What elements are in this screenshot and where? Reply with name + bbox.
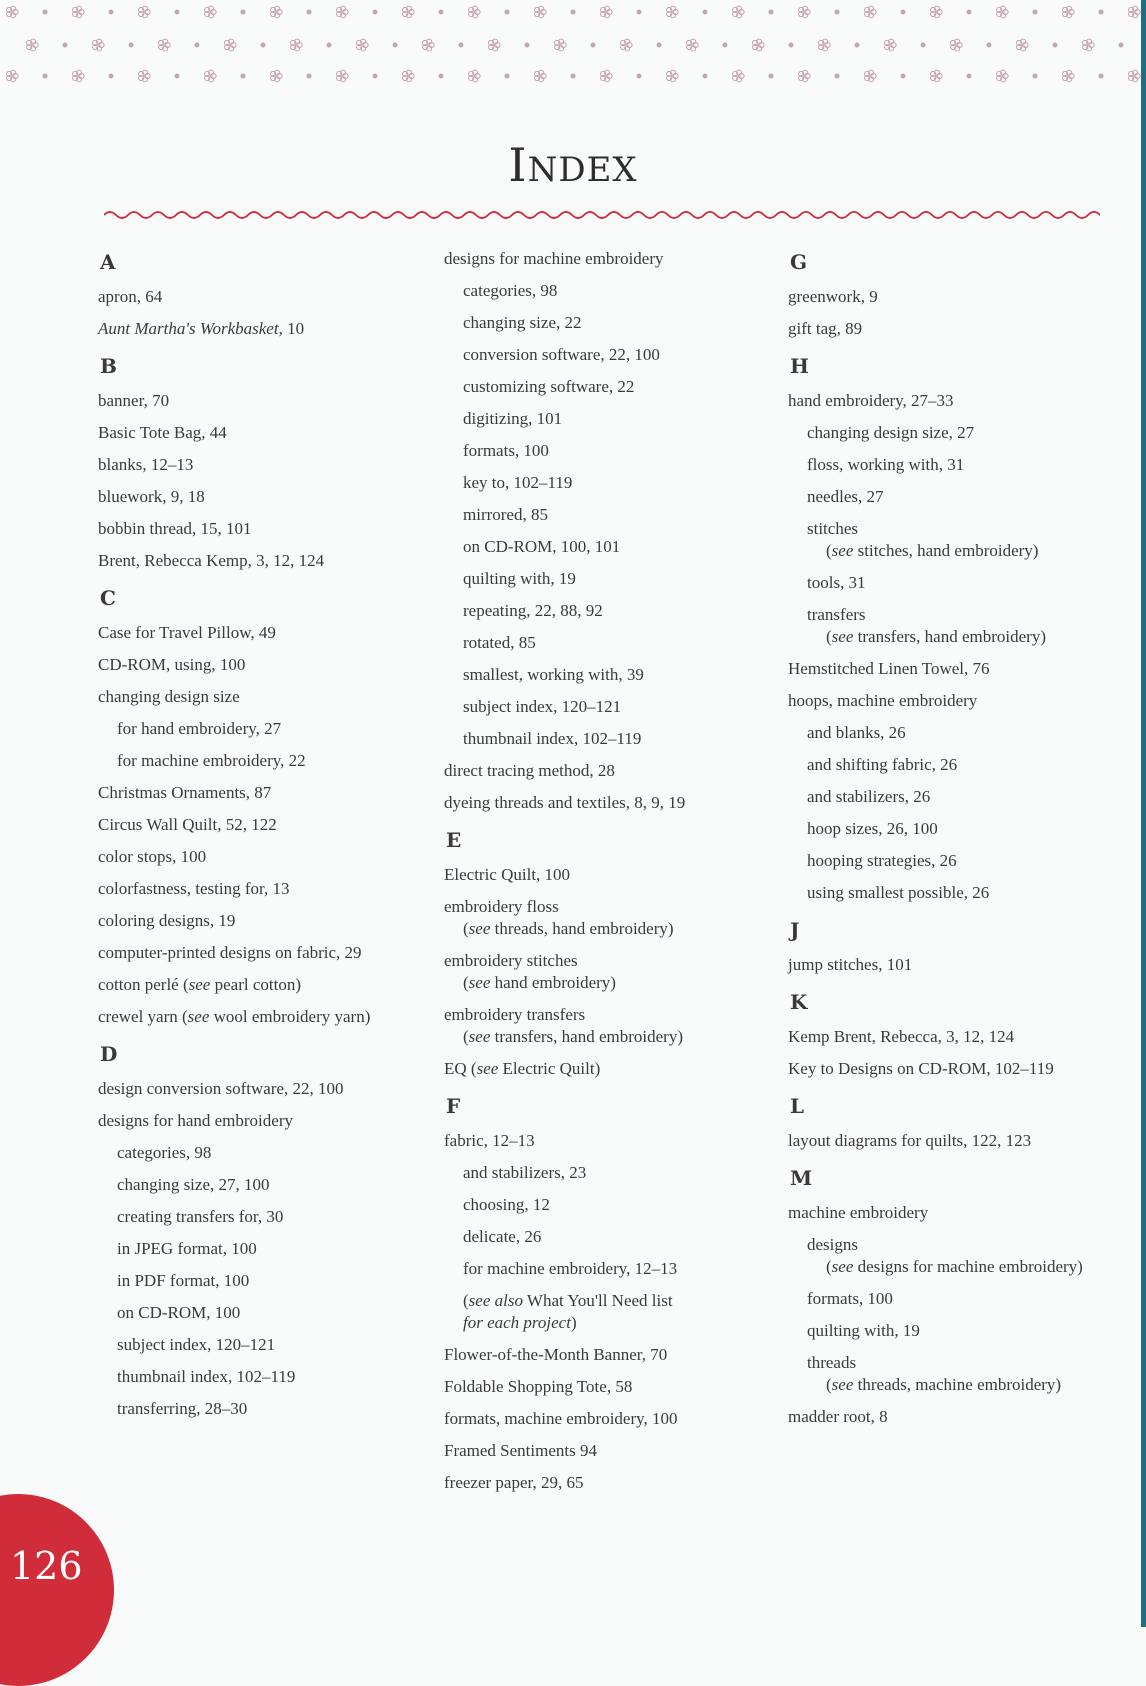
index-entry: embroidery transfers (see transfers, hand embroidery) (444, 1005, 683, 1046)
flower-icon (931, 70, 943, 82)
index-column-3 (788, 248, 1118, 1438)
flower-icon (865, 6, 877, 18)
index-subentry: delicate, 26 (463, 1227, 542, 1246)
flower-icon (73, 70, 85, 82)
index-entry: Kemp Brent, Rebecca, 3, 12, 124 (788, 1027, 1015, 1046)
index-entry: apron, 64 (98, 287, 163, 306)
flower-icon (1017, 39, 1029, 51)
index-subentry: needles, 27 (807, 487, 884, 506)
index-entry: dyeing threads and textiles, 8, 9, 19 (444, 793, 686, 812)
dot-icon (393, 43, 398, 48)
dot-icon (261, 43, 266, 48)
flower-icon (621, 39, 633, 51)
index-entry: Case for Travel Pillow, 49 (98, 623, 276, 642)
dot-icon (723, 43, 728, 48)
flower-icon (555, 39, 567, 51)
index-letter-heading: F (446, 1094, 461, 1118)
dot-icon (835, 10, 840, 15)
index-entry: crewel yarn (see wool embroidery yarn) (98, 1007, 371, 1026)
index-entry: Brent, Rebecca Kemp, 3, 12, 124 (98, 551, 325, 570)
flower-icon (1083, 39, 1095, 51)
index-subentry: (see also What You'll Need list for each project) (463, 1291, 673, 1332)
index-subentry: subject index, 120–121 (463, 697, 622, 716)
index-subentry: and blanks, 26 (807, 723, 906, 742)
flower-icon (225, 39, 237, 51)
index-entry: colorfastness, testing for, 13 (98, 879, 290, 898)
index-subentry: hoop sizes, 26, 100 (807, 819, 938, 838)
index-subentry: thumbnail index, 102–119 (463, 729, 642, 748)
index-entry: embroidery stitches (see hand embroidery) (444, 951, 616, 992)
index-entry: fabric, 12–13 (444, 1131, 535, 1150)
dot-icon (1033, 10, 1038, 15)
flower-icon (1129, 70, 1141, 82)
index-entry: design conversion software, 22, 100 (98, 1079, 344, 1098)
index-letter-heading: H (790, 354, 809, 378)
index-entry: Framed Sentiments 94 (444, 1441, 597, 1460)
index-letter-heading: E (446, 828, 462, 852)
dot-icon (901, 10, 906, 15)
index-entry: Christmas Ornaments, 87 (98, 783, 272, 802)
index-letter-heading: M (790, 1166, 813, 1190)
dot-icon (373, 74, 378, 79)
dot-icon (241, 10, 246, 15)
flower-icon (733, 6, 745, 18)
page-number: 126 (10, 1544, 83, 1588)
flower-icon (271, 6, 283, 18)
index-subentry: for machine embroidery, 22 (117, 751, 306, 770)
index-entry: bobbin thread, 15, 101 (98, 519, 252, 538)
index-subentry: customizing software, 22 (463, 377, 635, 396)
flower-icon (535, 6, 547, 18)
index-subentry: changing size, 22 (463, 313, 582, 332)
index-entry: cotton perlé (see pearl cotton) (98, 975, 301, 994)
index-subentry: smallest, working with, 39 (463, 665, 644, 684)
index-entry: machine embroidery (788, 1203, 929, 1222)
index-letter-heading: L (790, 1094, 805, 1118)
dot-icon (63, 43, 68, 48)
dot-icon (835, 74, 840, 79)
flower-icon (139, 70, 151, 82)
index-letter-heading: B (100, 354, 117, 378)
index-entry: Flower-of-the-Month Banner, 70 (444, 1345, 668, 1364)
index-entry: EQ (see Electric Quilt) (444, 1059, 601, 1078)
index-entry: hoops, machine embroidery (788, 691, 978, 710)
index-entry: madder root, 8 (788, 1407, 888, 1426)
dot-icon (703, 74, 708, 79)
flower-icon (885, 39, 897, 51)
index-subentry: and stabilizers, 23 (463, 1163, 587, 1182)
dot-icon (1099, 74, 1104, 79)
dot-icon (505, 74, 510, 79)
flower-icon (357, 39, 369, 51)
index-subentry: rotated, 85 (463, 633, 536, 652)
index-entry: designs for machine embroidery (444, 249, 664, 268)
dot-icon (307, 10, 312, 15)
index-subentry: creating transfers for, 30 (117, 1207, 284, 1226)
index-subentry: quilting with, 19 (463, 569, 576, 588)
index-subentry: mirrored, 85 (463, 505, 548, 524)
dot-icon (129, 43, 134, 48)
index-entry: changing design size (98, 687, 240, 706)
index-column-2 (444, 248, 774, 1504)
dot-icon (703, 10, 708, 15)
dot-icon (175, 74, 180, 79)
flower-icon (337, 6, 349, 18)
dot-icon (525, 43, 530, 48)
index-subentry: floss, working with, 31 (807, 455, 965, 474)
dot-icon (505, 10, 510, 15)
dot-icon (769, 10, 774, 15)
index-subentry: stitches (see stitches, hand embroidery) (807, 519, 1039, 560)
index-entry: gift tag, 89 (788, 319, 863, 338)
flower-icon (865, 70, 877, 82)
dot-icon (921, 43, 926, 48)
index-subentry: quilting with, 19 (807, 1321, 920, 1340)
flower-icon (469, 70, 481, 82)
dot-icon (327, 43, 332, 48)
dot-icon (637, 10, 642, 15)
flower-icon (93, 39, 105, 51)
index-subentry: thumbnail index, 102–119 (117, 1367, 296, 1386)
dot-icon (571, 10, 576, 15)
index-subentry: hooping strategies, 26 (807, 851, 957, 870)
flower-icon (951, 39, 963, 51)
index-subentry: for machine embroidery, 12–13 (463, 1259, 678, 1278)
index-entry: blanks, 12–13 (98, 455, 194, 474)
index-column-1 (98, 248, 428, 1430)
index-entry: Key to Designs on CD-ROM, 102–119 (788, 1059, 1054, 1078)
dot-icon (789, 43, 794, 48)
dot-icon (43, 10, 48, 15)
index-subentry: formats, 100 (463, 441, 549, 460)
flower-icon (1063, 70, 1075, 82)
dot-icon (571, 74, 576, 79)
dot-icon (459, 43, 464, 48)
index-subentry: on CD-ROM, 100, 101 (463, 537, 621, 556)
index-subentry: key to, 102–119 (463, 473, 573, 492)
dot-icon (307, 74, 312, 79)
index-entry: greenwork, 9 (788, 287, 878, 306)
index-letter-heading: D (100, 1042, 118, 1066)
dot-icon (1033, 74, 1038, 79)
dot-icon (175, 10, 180, 15)
index-subentry: formats, 100 (807, 1289, 893, 1308)
dot-icon (591, 43, 596, 48)
index-entry: direct tracing method, 28 (444, 761, 615, 780)
flower-icon (159, 39, 171, 51)
dot-icon (195, 43, 200, 48)
dot-icon (1099, 10, 1104, 15)
flower-icon (601, 70, 613, 82)
dot-icon (657, 43, 662, 48)
index-entry: banner, 70 (98, 391, 170, 410)
index-subentry: in PDF format, 100 (117, 1271, 250, 1290)
flower-icon (997, 70, 1009, 82)
flower-icon (73, 6, 85, 18)
flower-icon (819, 39, 831, 51)
flower-icon (205, 6, 217, 18)
dot-icon (637, 74, 642, 79)
index-entry: layout diagrams for quilts, 122, 123 (788, 1131, 1032, 1150)
index-entry: bluework, 9, 18 (98, 487, 205, 506)
flower-icon (535, 70, 547, 82)
index-subentry: repeating, 22, 88, 92 (463, 601, 603, 620)
flower-icon (667, 70, 679, 82)
index-subentry: transfers (see transfers, hand embroidery) (807, 605, 1046, 646)
index-subentry: digitizing, 101 (463, 409, 563, 428)
dot-icon (855, 43, 860, 48)
index-entry: Hemstitched Linen Towel, 76 (788, 659, 990, 678)
index-subentry: for hand embroidery, 27 (117, 719, 282, 738)
index-subentry: in JPEG format, 100 (117, 1239, 257, 1258)
index-entry: formats, machine embroidery, 100 (444, 1409, 678, 1428)
index-entry: freezer paper, 29, 65 (444, 1473, 584, 1492)
flower-icon (423, 39, 435, 51)
decorative-flower-pattern (0, 0, 1146, 100)
flower-icon (997, 6, 1009, 18)
flower-icon (753, 39, 765, 51)
index-entry: Circus Wall Quilt, 52, 122 (98, 815, 277, 834)
index-entry: jump stitches, 101 (788, 955, 913, 974)
flower-icon (205, 70, 217, 82)
index-entry: hand embroidery, 27–33 (788, 391, 954, 410)
flower-icon (403, 6, 415, 18)
page-title: INDEX (508, 138, 638, 192)
index-subentry: categories, 98 (117, 1143, 212, 1162)
dot-icon (373, 10, 378, 15)
flower-icon (687, 39, 699, 51)
dot-icon (109, 74, 114, 79)
index-subentry: threads (see threads, machine embroidery) (807, 1353, 1062, 1394)
flower-icon (337, 70, 349, 82)
flower-icon (1129, 6, 1141, 18)
index-subentry: subject index, 120–121 (117, 1335, 276, 1354)
index-entry: color stops, 100 (98, 847, 207, 866)
flower-icon (489, 39, 501, 51)
flower-icon (291, 39, 303, 51)
index-entry: Basic Tote Bag, 44 (98, 423, 227, 442)
index-letter-heading: C (100, 586, 116, 610)
index-subentry: choosing, 12 (463, 1195, 550, 1214)
flower-icon (469, 6, 481, 18)
flower-icon (7, 70, 19, 82)
flower-icon (733, 70, 745, 82)
index-entry: Foldable Shopping Tote, 58 (444, 1377, 633, 1396)
flower-icon (7, 6, 19, 18)
flower-icon (931, 6, 943, 18)
index-subentry: categories, 98 (463, 281, 558, 300)
index-entry: embroidery floss (see threads, hand embroidery) (444, 897, 674, 938)
dot-icon (43, 74, 48, 79)
index-letter-heading: J (790, 918, 800, 942)
index-subentry: using smallest possible, 26 (807, 883, 990, 902)
flower-icon (403, 70, 415, 82)
index-subentry: and shifting fabric, 26 (807, 755, 958, 774)
index-subentry: on CD-ROM, 100 (117, 1303, 241, 1322)
index-entry: coloring designs, 19 (98, 911, 236, 930)
index-letter-heading: G (790, 250, 808, 274)
dot-icon (1053, 43, 1058, 48)
index-letter-heading: K (790, 990, 808, 1014)
dot-icon (967, 74, 972, 79)
flower-icon (1063, 6, 1075, 18)
dot-icon (1119, 43, 1124, 48)
dot-icon (901, 74, 906, 79)
flower-icon (271, 70, 283, 82)
index-subentry: conversion software, 22, 100 (463, 345, 660, 364)
index-entry: CD-ROM, using, 100 (98, 655, 246, 674)
index-subentry: transferring, 28–30 (117, 1399, 248, 1418)
dot-icon (109, 10, 114, 15)
wavy-divider (104, 208, 1100, 222)
dot-icon (439, 74, 444, 79)
dot-icon (967, 10, 972, 15)
index-entry: Electric Quilt, 100 (444, 865, 571, 884)
flower-icon (139, 6, 151, 18)
index-letter-heading: A (100, 250, 116, 274)
dot-icon (769, 74, 774, 79)
index-entry: designs for hand embroidery (98, 1111, 293, 1130)
flower-icon (799, 70, 811, 82)
dot-icon (439, 10, 444, 15)
index-subentry: changing size, 27, 100 (117, 1175, 270, 1194)
index-entry: Aunt Martha's Workbasket, 10 (98, 319, 305, 338)
index-entry: computer-printed designs on fabric, 29 (98, 943, 362, 962)
flower-icon (667, 6, 679, 18)
page-edge (1141, 0, 1146, 1627)
page-number-badge (0, 1494, 114, 1686)
flower-icon (799, 6, 811, 18)
flower-icon (27, 39, 39, 51)
flower-icon (601, 6, 613, 18)
index-subentry: changing design size, 27 (807, 423, 975, 442)
index-subentry: tools, 31 (807, 573, 866, 592)
dot-icon (987, 43, 992, 48)
index-subentry: and stabilizers, 26 (807, 787, 931, 806)
dot-icon (241, 74, 246, 79)
index-subentry: designs (see designs for machine embroidery) (807, 1235, 1083, 1276)
